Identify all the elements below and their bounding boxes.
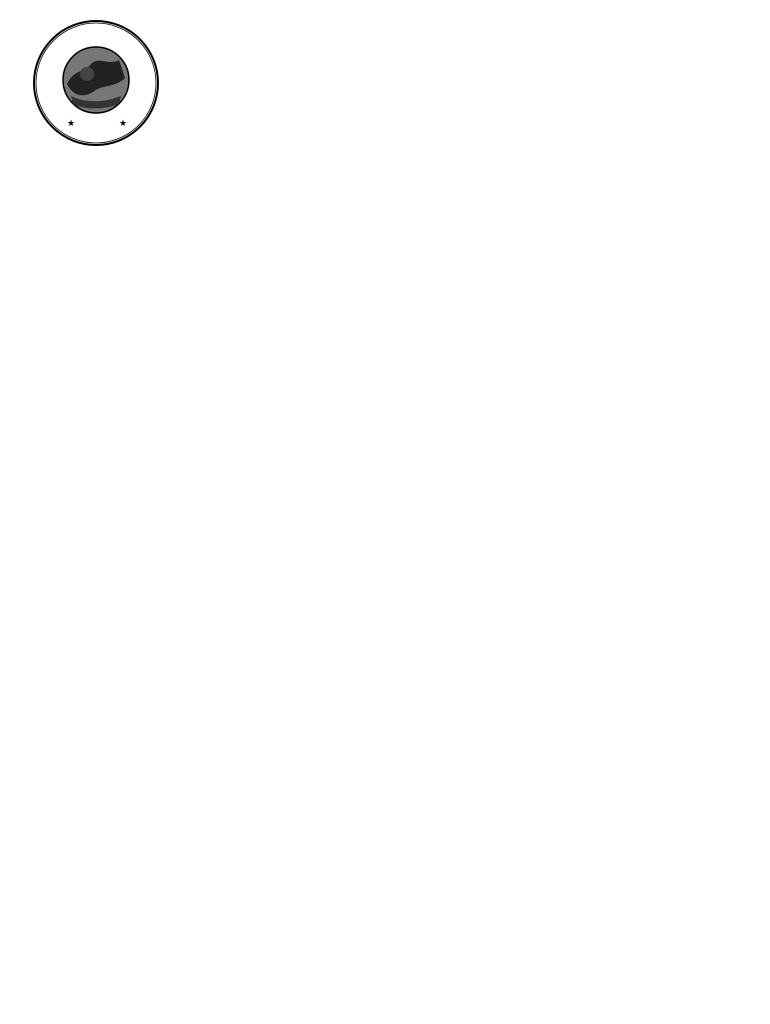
star-icon: ★	[66, 119, 76, 129]
star-icon: ★	[118, 119, 128, 129]
seal-graphic	[31, 18, 161, 148]
town-seal	[31, 18, 161, 148]
